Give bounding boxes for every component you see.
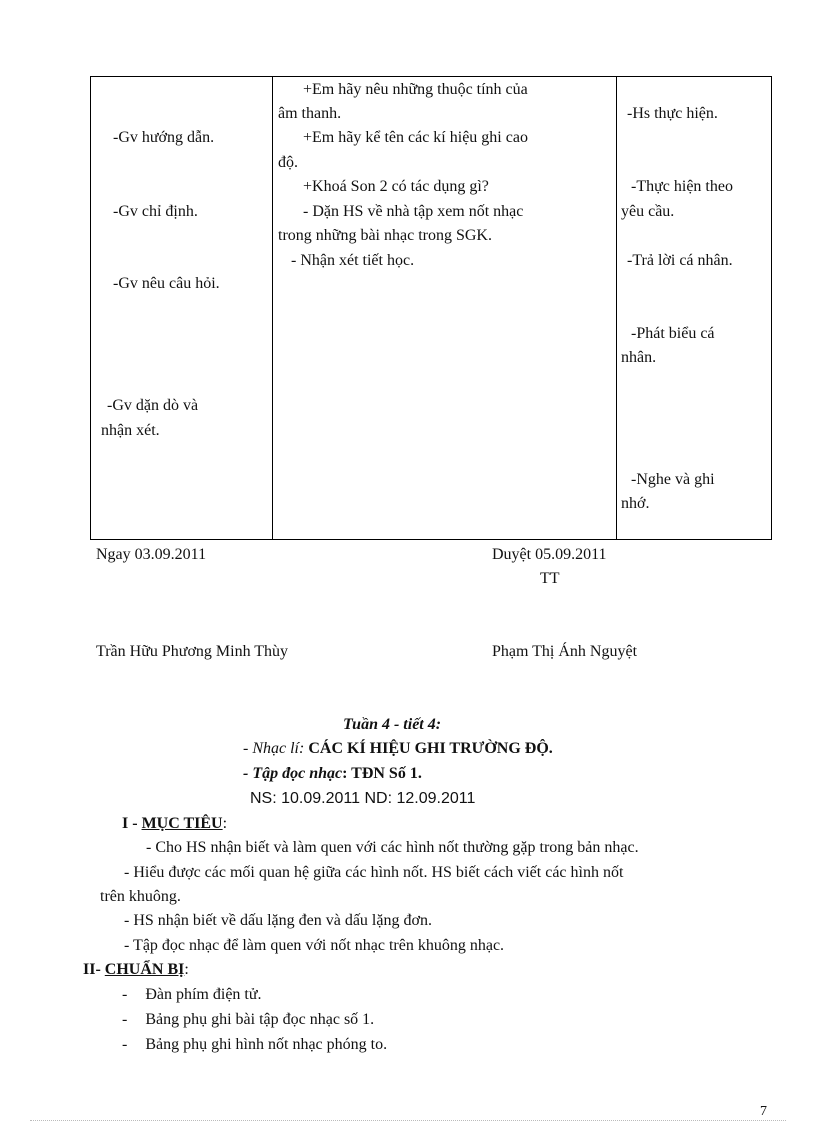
- reading-title: : TĐN Số 1.: [342, 765, 422, 782]
- objective-line: trên khuông.: [100, 888, 181, 905]
- content-line: trong những bài nhạc trong SGK.: [278, 227, 492, 244]
- teacher-activity: -Gv nêu câu hỏi.: [113, 275, 220, 292]
- theory-title: CÁC KÍ HIỆU GHI TRƯỜNG ĐỘ.: [304, 740, 553, 757]
- objective-line: - Cho HS nhận biết và làm quen với các hình nốt thường gặp trong bản nhạc.: [146, 839, 639, 856]
- section-2-heading: [83, 961, 189, 979]
- student-activity: nhân.: [621, 349, 657, 366]
- student-activity: -Phát biểu cá: [631, 325, 715, 342]
- section-2-prefix: II-: [83, 961, 105, 978]
- teacher-activity: -Gv dặn dò và: [107, 397, 199, 414]
- bullet-dash: -: [122, 986, 128, 1003]
- left-date: Ngay 03.09.2011: [96, 546, 207, 563]
- bullet-dash: -: [122, 1036, 128, 1053]
- activity-table: [90, 76, 772, 540]
- bullet-item: [122, 1036, 387, 1054]
- table-divider-2: [616, 77, 617, 539]
- bullet-text: Bảng phụ ghi hình nốt nhạc phóng to.: [145, 1036, 388, 1053]
- bullet-item: [122, 986, 262, 1004]
- objective-line: - Hiểu được các mối quan hệ giữa các hình nốt. HS biết cách viết các hình nốt: [124, 864, 624, 881]
- objective-line: - HS nhận biết về dấu lặng đen và dấu lặng đơn.: [124, 912, 432, 929]
- section-2-title: CHUẨN BỊ: [104, 961, 185, 978]
- student-activity: yêu cầu.: [621, 203, 675, 220]
- theory-prefix: -: [243, 740, 253, 757]
- left-signer-name: Trần Hữu Phương Minh Thùy: [96, 643, 289, 660]
- objective-line: - Tập đọc nhạc để làm quen với nốt nhạc trên khuông nhạc.: [124, 937, 505, 954]
- week-heading: Tuần 4 - tiết 4:: [343, 716, 442, 733]
- reading-line: [243, 765, 422, 783]
- section-1-colon: :: [222, 815, 228, 832]
- theory-label: Nhạc lí:: [252, 740, 305, 757]
- lesson-dates: NS: 10.09.2011 ND: 12.09.2011: [250, 790, 476, 807]
- section-1-prefix: I -: [122, 815, 142, 832]
- content-line: độ.: [278, 154, 298, 171]
- section-1-heading: [122, 815, 227, 833]
- content-line: +Em hãy kể tên các kí hiệu ghi cao: [303, 129, 528, 146]
- student-activity: -Hs thực hiện.: [627, 105, 718, 122]
- content-line: - Nhận xét tiết học.: [291, 252, 415, 269]
- teacher-activity: nhận xét.: [101, 422, 160, 439]
- content-line: +Khoá Son 2 có tác dụng gì?: [303, 178, 489, 195]
- student-activity: nhớ.: [621, 495, 650, 512]
- table-divider-1: [272, 77, 273, 539]
- teacher-activity: -Gv hướng dẫn.: [113, 129, 215, 146]
- bullet-text: Bảng phụ ghi bài tập đọc nhạc số 1.: [145, 1011, 375, 1028]
- section-1-title: MỤC TIÊU: [141, 815, 223, 832]
- student-activity: -Thực hiện theo: [631, 178, 733, 195]
- footer-divider: [30, 1120, 786, 1121]
- page-number: 7: [760, 1104, 767, 1119]
- right-date: Duyệt 05.09.2011: [492, 546, 607, 563]
- student-activity: -Trả lời cá nhân.: [627, 252, 733, 269]
- content-line: - Dặn HS về nhà tập xem nốt nhạc: [303, 203, 524, 220]
- bullet-text: Đàn phím điện tử.: [145, 986, 262, 1003]
- section-2-colon: :: [184, 961, 189, 978]
- theory-line: [243, 740, 553, 758]
- right-signer-name: Phạm Thị Ánh Nguyệt: [492, 643, 638, 660]
- reading-label: - Tập đọc nhạc: [243, 765, 343, 782]
- teacher-activity: -Gv chỉ định.: [113, 203, 198, 220]
- content-line: +Em hãy nêu những thuộc tính của: [303, 81, 528, 98]
- student-activity: -Nghe và ghi: [631, 471, 715, 488]
- content-line: âm thanh.: [278, 105, 342, 122]
- right-title: TT: [540, 570, 560, 587]
- bullet-dash: -: [122, 1011, 128, 1028]
- bullet-item: [122, 1011, 374, 1029]
